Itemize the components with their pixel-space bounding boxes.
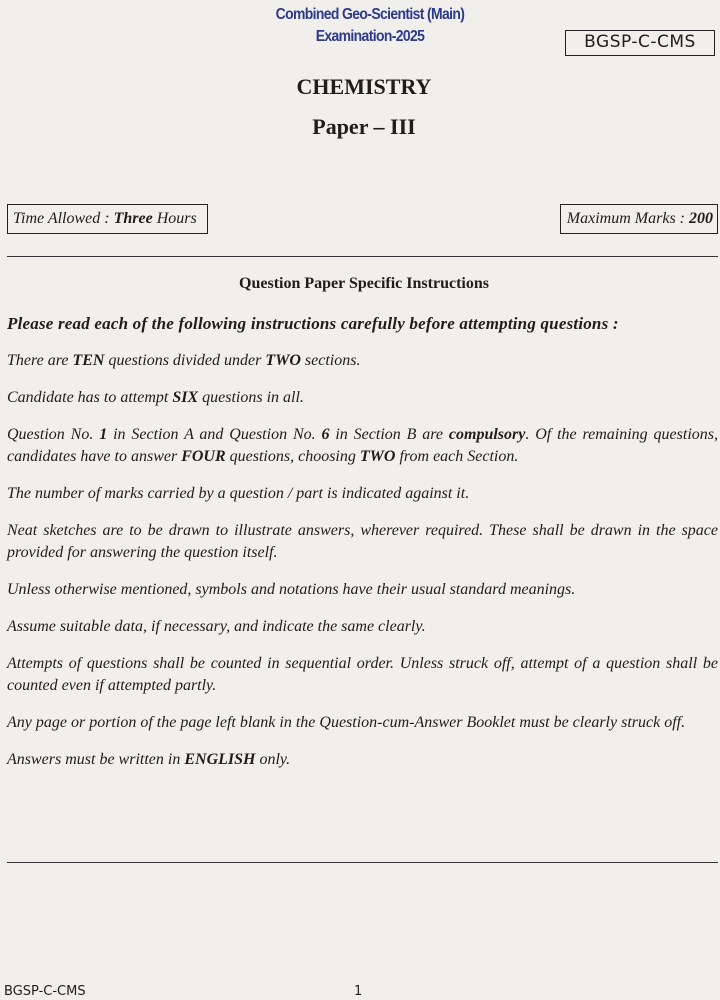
instruction-text: The number of marks carried by a question / part is indicated against it. [7, 485, 470, 502]
time-allowed-box [7, 204, 208, 234]
instruction-item [7, 520, 718, 564]
instruction-emphasis: FOUR [181, 448, 226, 465]
instruction-text: questions divided under [104, 352, 266, 369]
instruction-item [7, 579, 718, 601]
instructions-list [7, 312, 718, 786]
exam-name-line2: Examination-2025 [315, 28, 425, 45]
page-number: 1 [354, 984, 363, 999]
instruction-emphasis: 1 [99, 426, 108, 443]
instruction-text: Assume suitable data, if necessary, and indicate the same clearly. [7, 618, 426, 635]
instruction-text: in Section B are [329, 426, 449, 443]
footer-paper-code: BGSP-C-CMS [4, 984, 86, 999]
subject-title: CHEMISTRY [296, 74, 432, 99]
maximum-marks-value: 200 [689, 210, 713, 227]
instruction-item [7, 387, 718, 409]
maximum-marks-label: Maximum Marks : [566, 210, 685, 227]
instruction-emphasis: TWO [359, 448, 396, 465]
instruction-text: sections. [300, 352, 361, 369]
instructions-lead: Please read each of the following instructions carefully before attempting questions : [7, 314, 619, 333]
paper-title: Paper – III [312, 114, 416, 139]
instruction-text: . Of the remaining questions, candidates have to answer [7, 426, 719, 465]
instruction-emphasis: TWO [265, 352, 301, 369]
instruction-text: Answers must be written in [7, 751, 185, 768]
instruction-text: There are [7, 352, 73, 369]
instruction-items [7, 350, 718, 771]
instructions-heading: Question Paper Specific Instructions [239, 275, 489, 292]
time-allowed-unit: Hours [156, 210, 197, 227]
instruction-text: Any page or portion of the page left blank in the Question-cum-Answer Booklet must be clearly struck off. [7, 714, 686, 731]
exam-name-line1: Combined Geo-Scientist (Main) [275, 6, 465, 23]
paper-code-box: BGSP-C-CMS [565, 30, 715, 56]
instruction-item [7, 424, 718, 468]
instruction-item [7, 653, 718, 697]
instruction-item [7, 350, 718, 372]
instruction-text: Attempts of questions shall be counted in sequential order. Unless struck off, attempt of a question shall be counted even if attempted partly. [7, 655, 718, 694]
exam-name [262, 4, 478, 48]
instruction-item [7, 712, 718, 734]
instruction-text: Unless otherwise mentioned, symbols and notations have their usual standard meanings. [7, 581, 576, 598]
instruction-text: questions in all. [198, 389, 304, 406]
instruction-text: Question No. [7, 426, 100, 443]
instruction-text: from each Section. [395, 448, 519, 465]
instruction-item [7, 483, 718, 505]
instruction-emphasis: TEN [72, 352, 105, 369]
instruction-text: in Section A and Question No. [107, 426, 322, 443]
bottom-divider [7, 862, 718, 863]
instruction-item [7, 749, 718, 771]
time-allowed-label: Time Allowed : [13, 210, 110, 227]
top-divider [7, 256, 718, 257]
instruction-emphasis: ENGLISH [184, 751, 256, 768]
instruction-item [7, 616, 718, 638]
instruction-emphasis: 6 [321, 426, 330, 443]
maximum-marks-box [560, 204, 718, 234]
instruction-text: Candidate has to attempt [7, 389, 173, 406]
instruction-emphasis: compulsory [448, 426, 526, 443]
instruction-text: questions, choosing [225, 448, 360, 465]
instruction-emphasis: SIX [172, 389, 199, 406]
time-allowed-value: Three [113, 210, 153, 227]
instruction-text: only. [255, 751, 291, 768]
instruction-text: Neat sketches are to be drawn to illustrate answers, wherever required. These shall be drawn in the space provided for answering the question itself. [7, 522, 718, 561]
